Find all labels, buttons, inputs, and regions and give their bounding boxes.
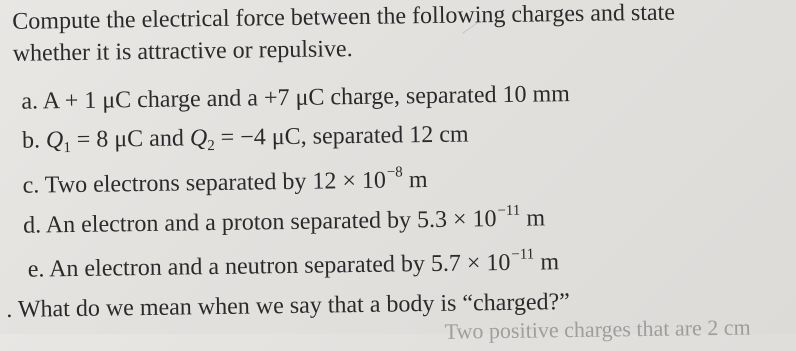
item-b-q2: Q — [189, 125, 208, 152]
item-c — [22, 164, 428, 199]
item-c-exponent: −8 — [386, 164, 403, 181]
item-b — [21, 121, 469, 157]
item-b-q1: Q — [45, 127, 64, 154]
item-c-label: c. — [22, 172, 40, 199]
item-b-tail: = −4 μC, separated 12 cm — [214, 121, 469, 152]
cut-off-line: Two positive charges that are 2 cm — [444, 314, 751, 344]
next-question-label: . — [6, 296, 13, 323]
item-d-exponent: −11 — [497, 202, 521, 220]
item-d-label: d. — [22, 212, 42, 239]
next-question-text: What do we mean when we say that a body is “charged?” — [17, 289, 571, 323]
item-d-text: An electron and a proton separated by 5.3 × 10 — [45, 206, 497, 239]
item-d — [22, 202, 546, 239]
item-a-label: a. — [21, 88, 39, 115]
item-e-label: e. — [27, 256, 45, 283]
item-e-exponent: −11 — [511, 246, 535, 263]
item-c-text: Two electrons separated by 12 × 10 — [44, 167, 387, 199]
item-b-sub2: 2 — [207, 138, 215, 155]
item-d-unit: m — [520, 205, 546, 232]
item-b-sub1: 1 — [63, 140, 72, 157]
item-c-unit: m — [402, 167, 428, 194]
item-e-text: An electron and a neutron separated by 5.7 × 10 — [48, 249, 511, 283]
question-prompt-line1: Compute the electrical force between the following charges and state — [12, 0, 676, 35]
item-b-label: b. — [21, 127, 41, 154]
next-question — [6, 290, 570, 322]
question-prompt-line2: whether it is attractive or repulsive. — [12, 36, 353, 67]
item-e-unit: m — [534, 249, 560, 276]
item-e — [27, 246, 560, 283]
item-a-text: A + 1 μC charge and a +7 μC charge, separated 10 mm — [42, 81, 571, 115]
item-a — [21, 82, 570, 114]
item-b-mid: = 8 μC and — [70, 125, 191, 154]
